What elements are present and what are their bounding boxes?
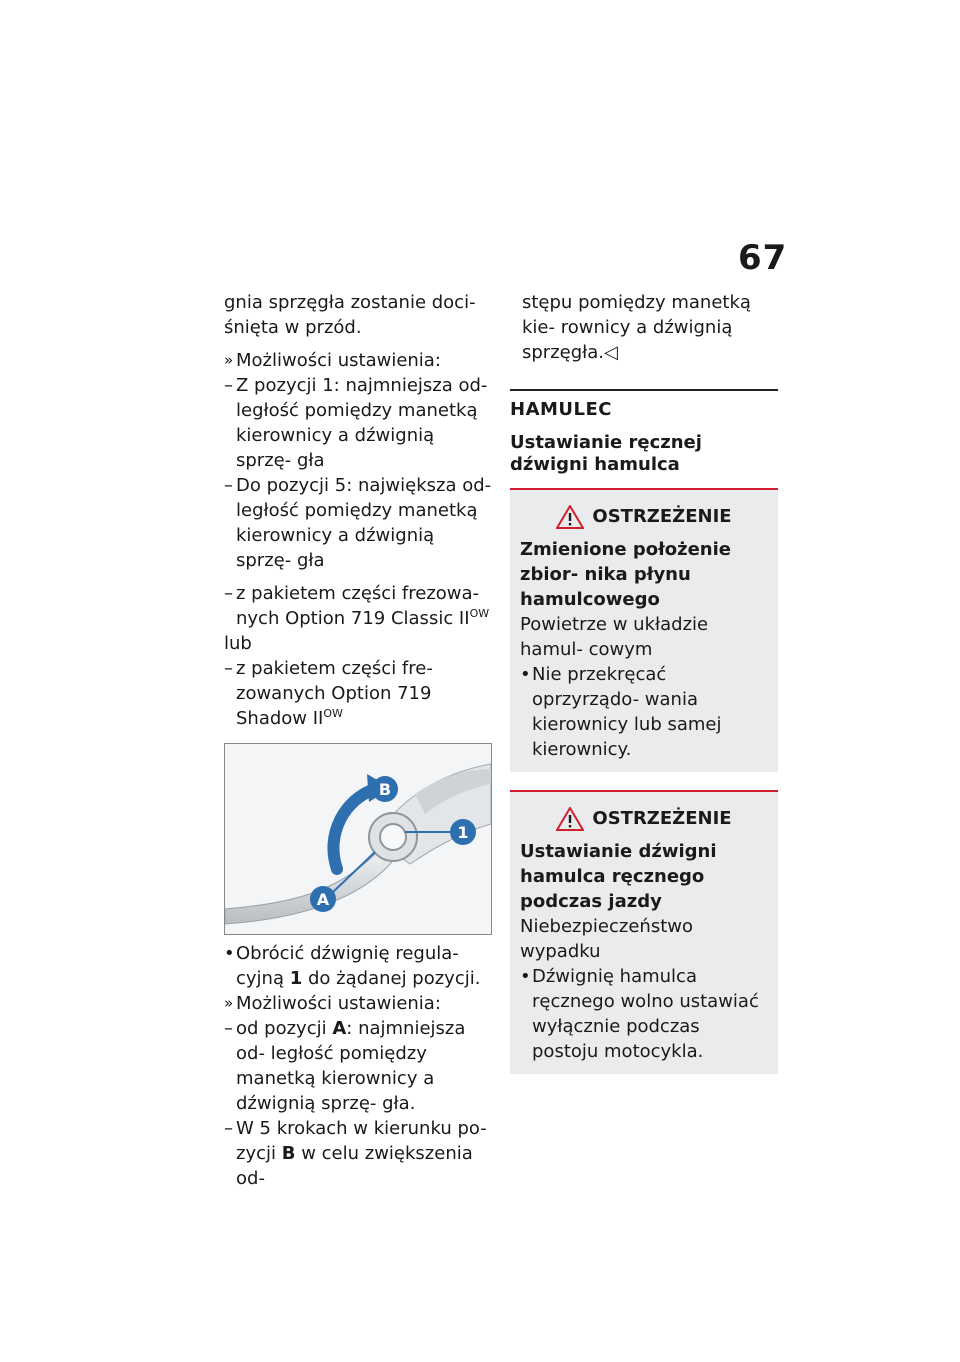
list-item: – Do pozycji 5: największa od- ległość pomiędzy manetką kierownicy a dźwignią sprzę- gła bbox=[224, 475, 492, 571]
warning-text: Niebezpieczeństwo wypadku bbox=[520, 916, 693, 962]
result-line: » Możliwości ustawienia: bbox=[224, 993, 441, 1014]
section-divider bbox=[510, 389, 778, 422]
section-title: HAMULEC bbox=[510, 399, 612, 420]
subsection-title: Ustawianie ręcznej dźwigni hamulca bbox=[510, 432, 702, 475]
bullet-icon: • bbox=[520, 966, 531, 987]
right-column bbox=[510, 290, 778, 1074]
result-arrow-icon: » bbox=[224, 351, 234, 369]
dash-bullet-icon: – bbox=[224, 375, 233, 396]
end-mark-icon: ◁ bbox=[604, 342, 618, 363]
warning-label: OSTRZEŻENIE bbox=[592, 808, 732, 829]
bullet-icon: • bbox=[224, 943, 235, 964]
list-item: – od pozycji A: najmniejsza od- ległość pomiędzy manetką kierownicy a dźwignią sprzę- gła. bbox=[224, 1018, 466, 1114]
result-arrow-icon: » bbox=[224, 994, 234, 1012]
warning-heading: Ustawianie dźwigni hamulca ręcznego podczas jazdy bbox=[520, 841, 717, 912]
lever-illustration bbox=[225, 744, 491, 934]
page-number: 67 bbox=[738, 238, 788, 278]
svg-text:B: B bbox=[378, 780, 392, 799]
dash-bullet-icon: – bbox=[224, 658, 233, 679]
dash-bullet-icon: – bbox=[224, 583, 233, 604]
warning-bullet: • Nie przekręcać oprzyrządo- wania kierownicy lub samej kierownicy. bbox=[520, 664, 722, 760]
warning-triangle-icon bbox=[556, 505, 584, 529]
list-item: – z pakietem części frezowa- nych Option 719 Classic $II^{OW}$ bbox=[224, 583, 490, 629]
action-item: • Obrócić dźwignię regula- cyjną 1 do żądanej pozycji. bbox=[224, 943, 481, 989]
continued-paragraph: stępu pomiędzy manetką kie- rownicy a dźwignią sprzęgła.◁ bbox=[522, 292, 751, 363]
lub-text: lub bbox=[224, 633, 252, 654]
warning-heading: Zmienione położenie zbior- nika płynu hamulcowego bbox=[520, 539, 731, 610]
dash-bullet-icon: – bbox=[224, 475, 233, 496]
dash-bullet-icon: – bbox=[224, 1118, 233, 1139]
warning-label: OSTRZEŻENIE bbox=[592, 506, 732, 527]
warning-text: Powietrze w układzie hamul- cowym bbox=[520, 614, 709, 660]
list-item: – W 5 krokach w kierunku po- zycji B w celu zwiększenia od- bbox=[224, 1118, 487, 1189]
bullet-icon: • bbox=[520, 664, 531, 685]
warning-bullet: • Dźwignię hamulca ręcznego wolno ustawiać wyłącznie podczas postoju motocykla. bbox=[520, 966, 759, 1062]
left-column bbox=[224, 290, 492, 1191]
warning-box bbox=[510, 488, 778, 772]
warning-triangle-icon bbox=[556, 807, 584, 831]
intro-paragraph: gnia sprzęgła zostanie doci- śnięta w przód. bbox=[224, 292, 476, 338]
list-item: – Z pozycji 1: najmniejsza od- ległość pomiędzy manetką kierownicy a dźwignią sprzę- gła bbox=[224, 375, 488, 471]
svg-text:A: A bbox=[316, 890, 330, 909]
warning-box bbox=[510, 790, 778, 1074]
svg-text:1: 1 bbox=[457, 823, 469, 842]
list-item: – z pakietem części fre- zowanych Option 719 Shadow $II^{OW}$ bbox=[224, 658, 433, 729]
result-line: » Możliwości ustawienia: bbox=[224, 350, 441, 371]
dash-bullet-icon: – bbox=[224, 1018, 233, 1039]
clutch-lever-figure bbox=[224, 743, 492, 935]
